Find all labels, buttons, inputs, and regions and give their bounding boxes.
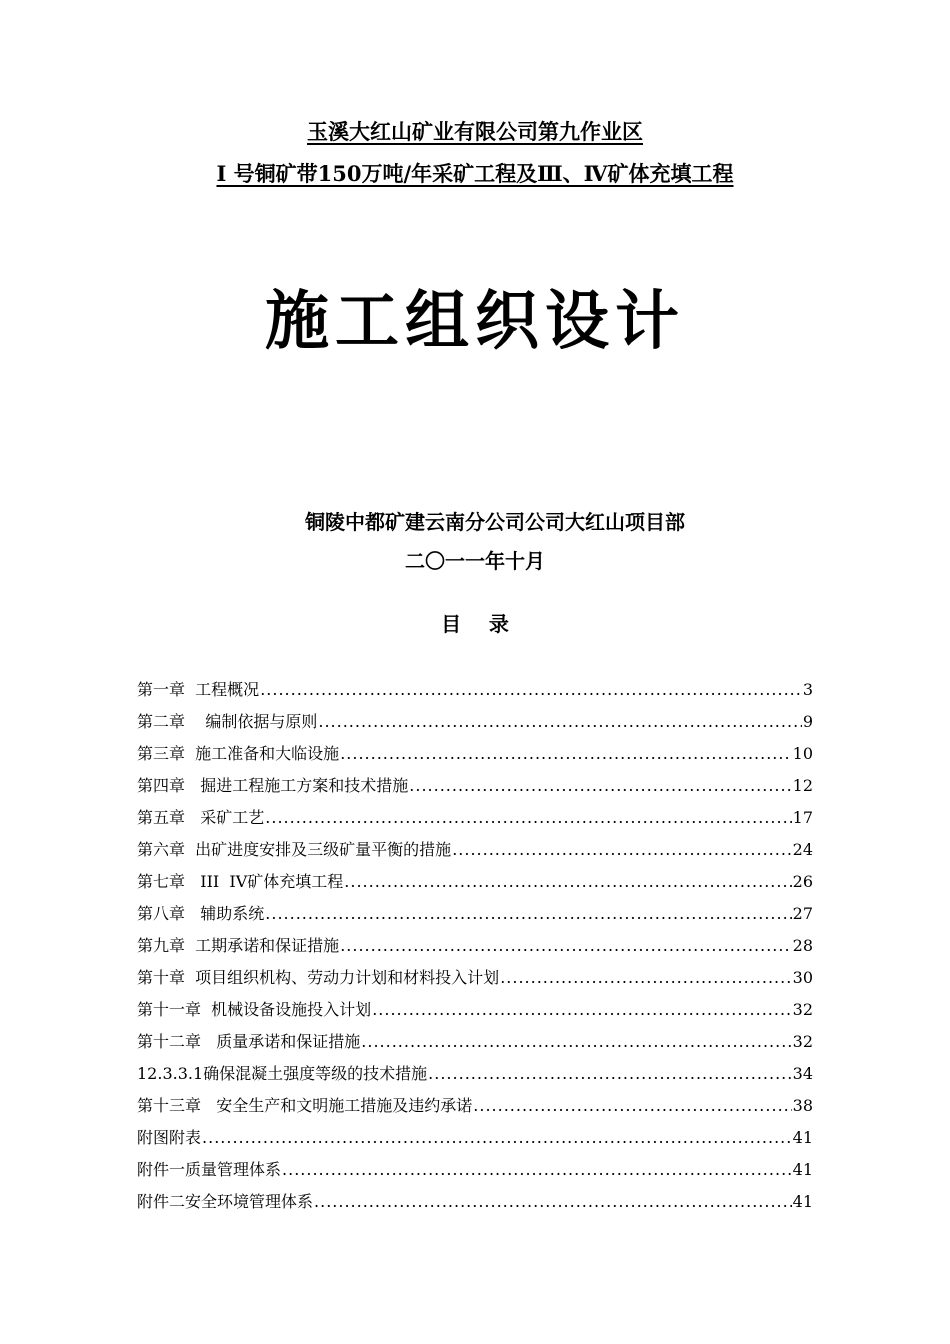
toc-leader-dots: [372, 996, 791, 1024]
toc-entry-label: 第六章 出矿进度安排及三级矿量平衡的措施: [137, 840, 452, 859]
toc-entry-5[interactable]: [137, 804, 813, 836]
toc-entry-label: 第二章 编制依据与原则: [137, 712, 318, 731]
toc-entry-page: 26: [792, 872, 813, 891]
toc-entry-label: 第九章 工期承诺和保证措施: [137, 936, 340, 955]
toc-entry-7[interactable]: [137, 868, 813, 900]
toc-leader-dots: [340, 932, 791, 960]
toc-entry-page: 3: [802, 680, 813, 699]
toc-entry-17[interactable]: [137, 1188, 813, 1220]
toc-entry-page: 38: [792, 1096, 813, 1115]
toc-entry-page: 17: [792, 808, 813, 827]
toc-entry-page: 34: [792, 1064, 813, 1083]
toc-entry-13[interactable]: [137, 1060, 813, 1092]
toc-entry-label: 第十章 项目组织机构、劳动力计划和材料投入计划: [137, 968, 500, 987]
toc-entry-3[interactable]: [137, 740, 813, 772]
organization-name: 铜陵中都矿建云南分公司公司大红山项目部: [305, 510, 685, 534]
toc-leader-dots: [260, 676, 802, 704]
toc-leader-dots: [344, 868, 791, 896]
toc-entry-8[interactable]: [137, 900, 813, 932]
document-date: 二〇一一年十月: [405, 549, 545, 573]
toc-entry-page: 10: [792, 744, 813, 763]
toc-leader-dots: [265, 804, 791, 832]
project-title-line-2: Ⅰ 号铜矿带150万吨/年采矿工程及Ⅲ、Ⅳ矿体充填工程: [216, 161, 734, 186]
toc-entry-page: 28: [792, 936, 813, 955]
toc-entry-4[interactable]: [137, 772, 813, 804]
toc-leader-dots: [282, 1156, 792, 1184]
project-title-line-1: 玉溪大红山矿业有限公司第九作业区: [307, 119, 643, 144]
toc-leader-dots: [318, 708, 801, 736]
toc-entry-label: 第十二章 质量承诺和保证措施: [137, 1032, 361, 1051]
toc-entry-1[interactable]: [137, 676, 813, 708]
toc-entry-label: 第十一章 机械设备设施投入计划: [137, 1000, 372, 1019]
toc-entry-label: 附件二安全环境管理体系: [137, 1192, 314, 1211]
toc-leader-dots: [428, 1060, 791, 1088]
toc-entry-page: 9: [802, 712, 813, 731]
toc-entry-6[interactable]: [137, 836, 813, 868]
toc-entry-9[interactable]: [137, 932, 813, 964]
toc-entry-16[interactable]: [137, 1156, 813, 1188]
toc-entry-page: 41: [792, 1128, 813, 1147]
toc-entry-12[interactable]: [137, 1028, 813, 1060]
document-main-title: 施工组织设计: [265, 284, 685, 359]
toc-entry-page: 27: [792, 904, 813, 923]
toc-entry-label: 第十三章 安全生产和文明施工措施及违约承诺: [137, 1096, 473, 1115]
toc-entry-label: 附件一质量管理体系: [137, 1160, 282, 1179]
toc-leader-dots: [202, 1124, 792, 1152]
toc-entry-label: 第五章 采矿工艺: [137, 808, 265, 827]
toc-entry-label: 附图附表: [137, 1128, 202, 1147]
toc-entry-page: 32: [792, 1000, 813, 1019]
toc-entry-label: 第八章 辅助系统: [137, 904, 265, 923]
toc-leader-dots: [265, 900, 791, 928]
toc-leader-dots: [314, 1188, 792, 1216]
toc-entry-10[interactable]: [137, 964, 813, 996]
toc-entry-14[interactable]: [137, 1092, 813, 1124]
toc-entry-page: 30: [792, 968, 813, 987]
toc-entry-label: 第七章 III IV矿体充填工程: [137, 872, 344, 891]
toc-entry-page: 41: [792, 1160, 813, 1179]
toc-entry-11[interactable]: [137, 996, 813, 1028]
toc-leader-dots: [361, 1028, 791, 1056]
toc-leader-dots: [500, 964, 791, 992]
toc-entry-page: 41: [792, 1192, 813, 1211]
toc-leader-dots: [409, 772, 791, 800]
toc-leader-dots: [473, 1092, 791, 1120]
toc-entry-page: 12: [792, 776, 813, 795]
toc-leader-dots: [340, 740, 791, 768]
toc-entry-label: 第一章 工程概况: [137, 680, 260, 699]
toc-entry-label: 第三章 施工准备和大临设施: [137, 744, 340, 763]
toc-heading: 目 录: [441, 612, 509, 636]
toc-leader-dots: [452, 836, 791, 864]
toc-entry-label: 12.3.3.1确保混凝土强度等级的技术措施: [137, 1064, 428, 1083]
toc-entry-15[interactable]: [137, 1124, 813, 1156]
table-of-contents: [137, 676, 813, 1220]
toc-entry-page: 24: [792, 840, 813, 859]
toc-entry-label: 第四章 掘进工程施工方案和技术措施: [137, 776, 409, 795]
toc-entry-page: 32: [792, 1032, 813, 1051]
toc-entry-2[interactable]: [137, 708, 813, 740]
